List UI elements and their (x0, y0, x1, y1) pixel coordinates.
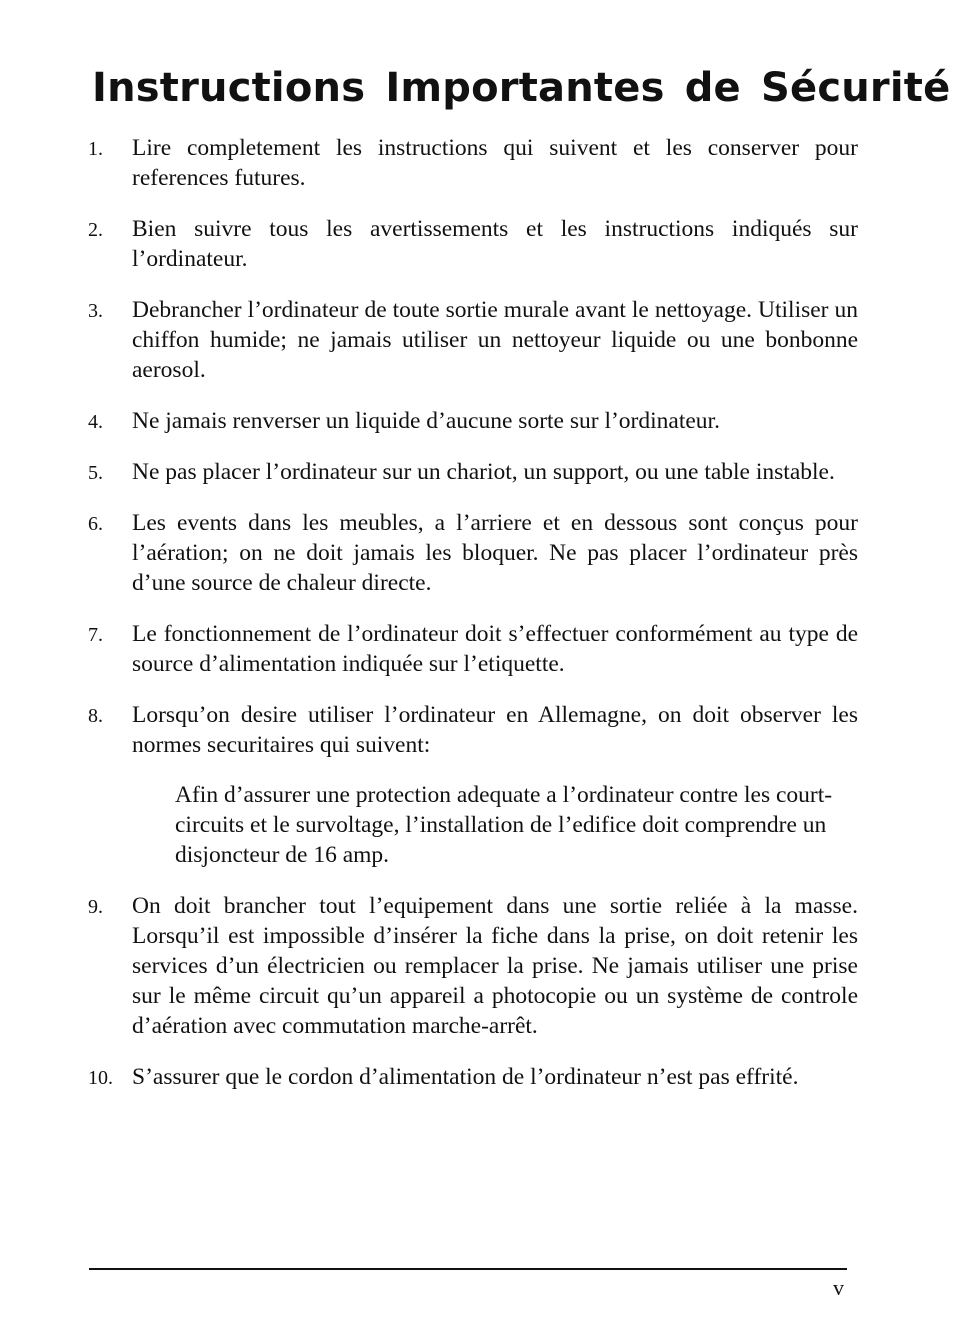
item-number: 8. (88, 705, 103, 727)
item-text: On doit brancher tout l’equipement dans une sortie reliée à la masse. Lorsqu’il est impossible d’insérer la fiche dans la prise, on doit retenir les services d’un électricien ou remplacer la prise. Ne jamais utiliser une prise sur le même circuit qu’un appareil a photocopie ou un système de controle d’aération avec commutation marche-arrêt. (132, 893, 858, 1039)
item-number: 5. (88, 462, 103, 484)
list-item (88, 700, 858, 870)
item-number: 6. (88, 513, 103, 535)
list-item (88, 295, 858, 385)
safety-instructions-list (88, 133, 858, 1113)
list-item (88, 133, 858, 193)
footer-divider (89, 1268, 847, 1270)
list-item (88, 1062, 858, 1092)
page-number: v (833, 1275, 844, 1300)
item-text: Lorsqu’on desire utiliser l’ordinateur en Allemagne, on doit observer les normes securitaires qui suivent: (132, 702, 858, 758)
item-number: 9. (88, 896, 103, 918)
list-item (88, 214, 858, 274)
page-title: Instructions Importantes de Sécurité (92, 65, 951, 111)
list-item (88, 891, 858, 1041)
item-number: 1. (88, 138, 103, 160)
item-number: 3. (88, 300, 103, 322)
item-number: 4. (88, 411, 103, 433)
germany-circuit-breaker-note: Afin d’assurer une protection adequate a l’ordinateur contre les court-circuits et le survoltage, l’installation de l’edifice doit comprendre un disjoncteur de 16 amp. (175, 782, 833, 868)
item-text: S’assurer que le cordon d’alimentation de l’ordinateur n’est pas effrité. (132, 1064, 799, 1090)
item-text: Le fonctionnement de l’ordinateur doit s’effectuer conformément au type de source d’alimentation indiquée sur l’etiquette. (132, 621, 858, 677)
item-number: 7. (88, 624, 103, 646)
item-text: Debrancher l’ordinateur de toute sortie murale avant le nettoyage. Utiliser un chiffon humide; ne jamais utiliser un nettoyeur liquide ou une bonbonne aerosol. (132, 297, 858, 383)
list-item (88, 457, 858, 487)
item-text: Lire completement les instructions qui suivent et les conserver pour references futures. (132, 135, 858, 191)
item-text: Ne pas placer l’ordinateur sur un chariot, un support, ou une table instable. (132, 459, 835, 485)
item-number: 10. (88, 1067, 113, 1089)
list-item (88, 508, 858, 598)
item-text: Les events dans les meubles, a l’arriere et en dessous sont conçus pour l’aération; on ne doit jamais les bloquer. Ne pas placer l’ordinateur près d’une source de chaleur directe. (132, 510, 858, 596)
item-number: 2. (88, 219, 103, 241)
item-text: Ne jamais renverser un liquide d’aucune sorte sur l’ordinateur. (132, 408, 720, 434)
list-item (88, 406, 858, 436)
list-item (88, 619, 858, 679)
item-text: Bien suivre tous les avertissements et les instructions indiqués sur l’ordinateur. (132, 216, 858, 272)
